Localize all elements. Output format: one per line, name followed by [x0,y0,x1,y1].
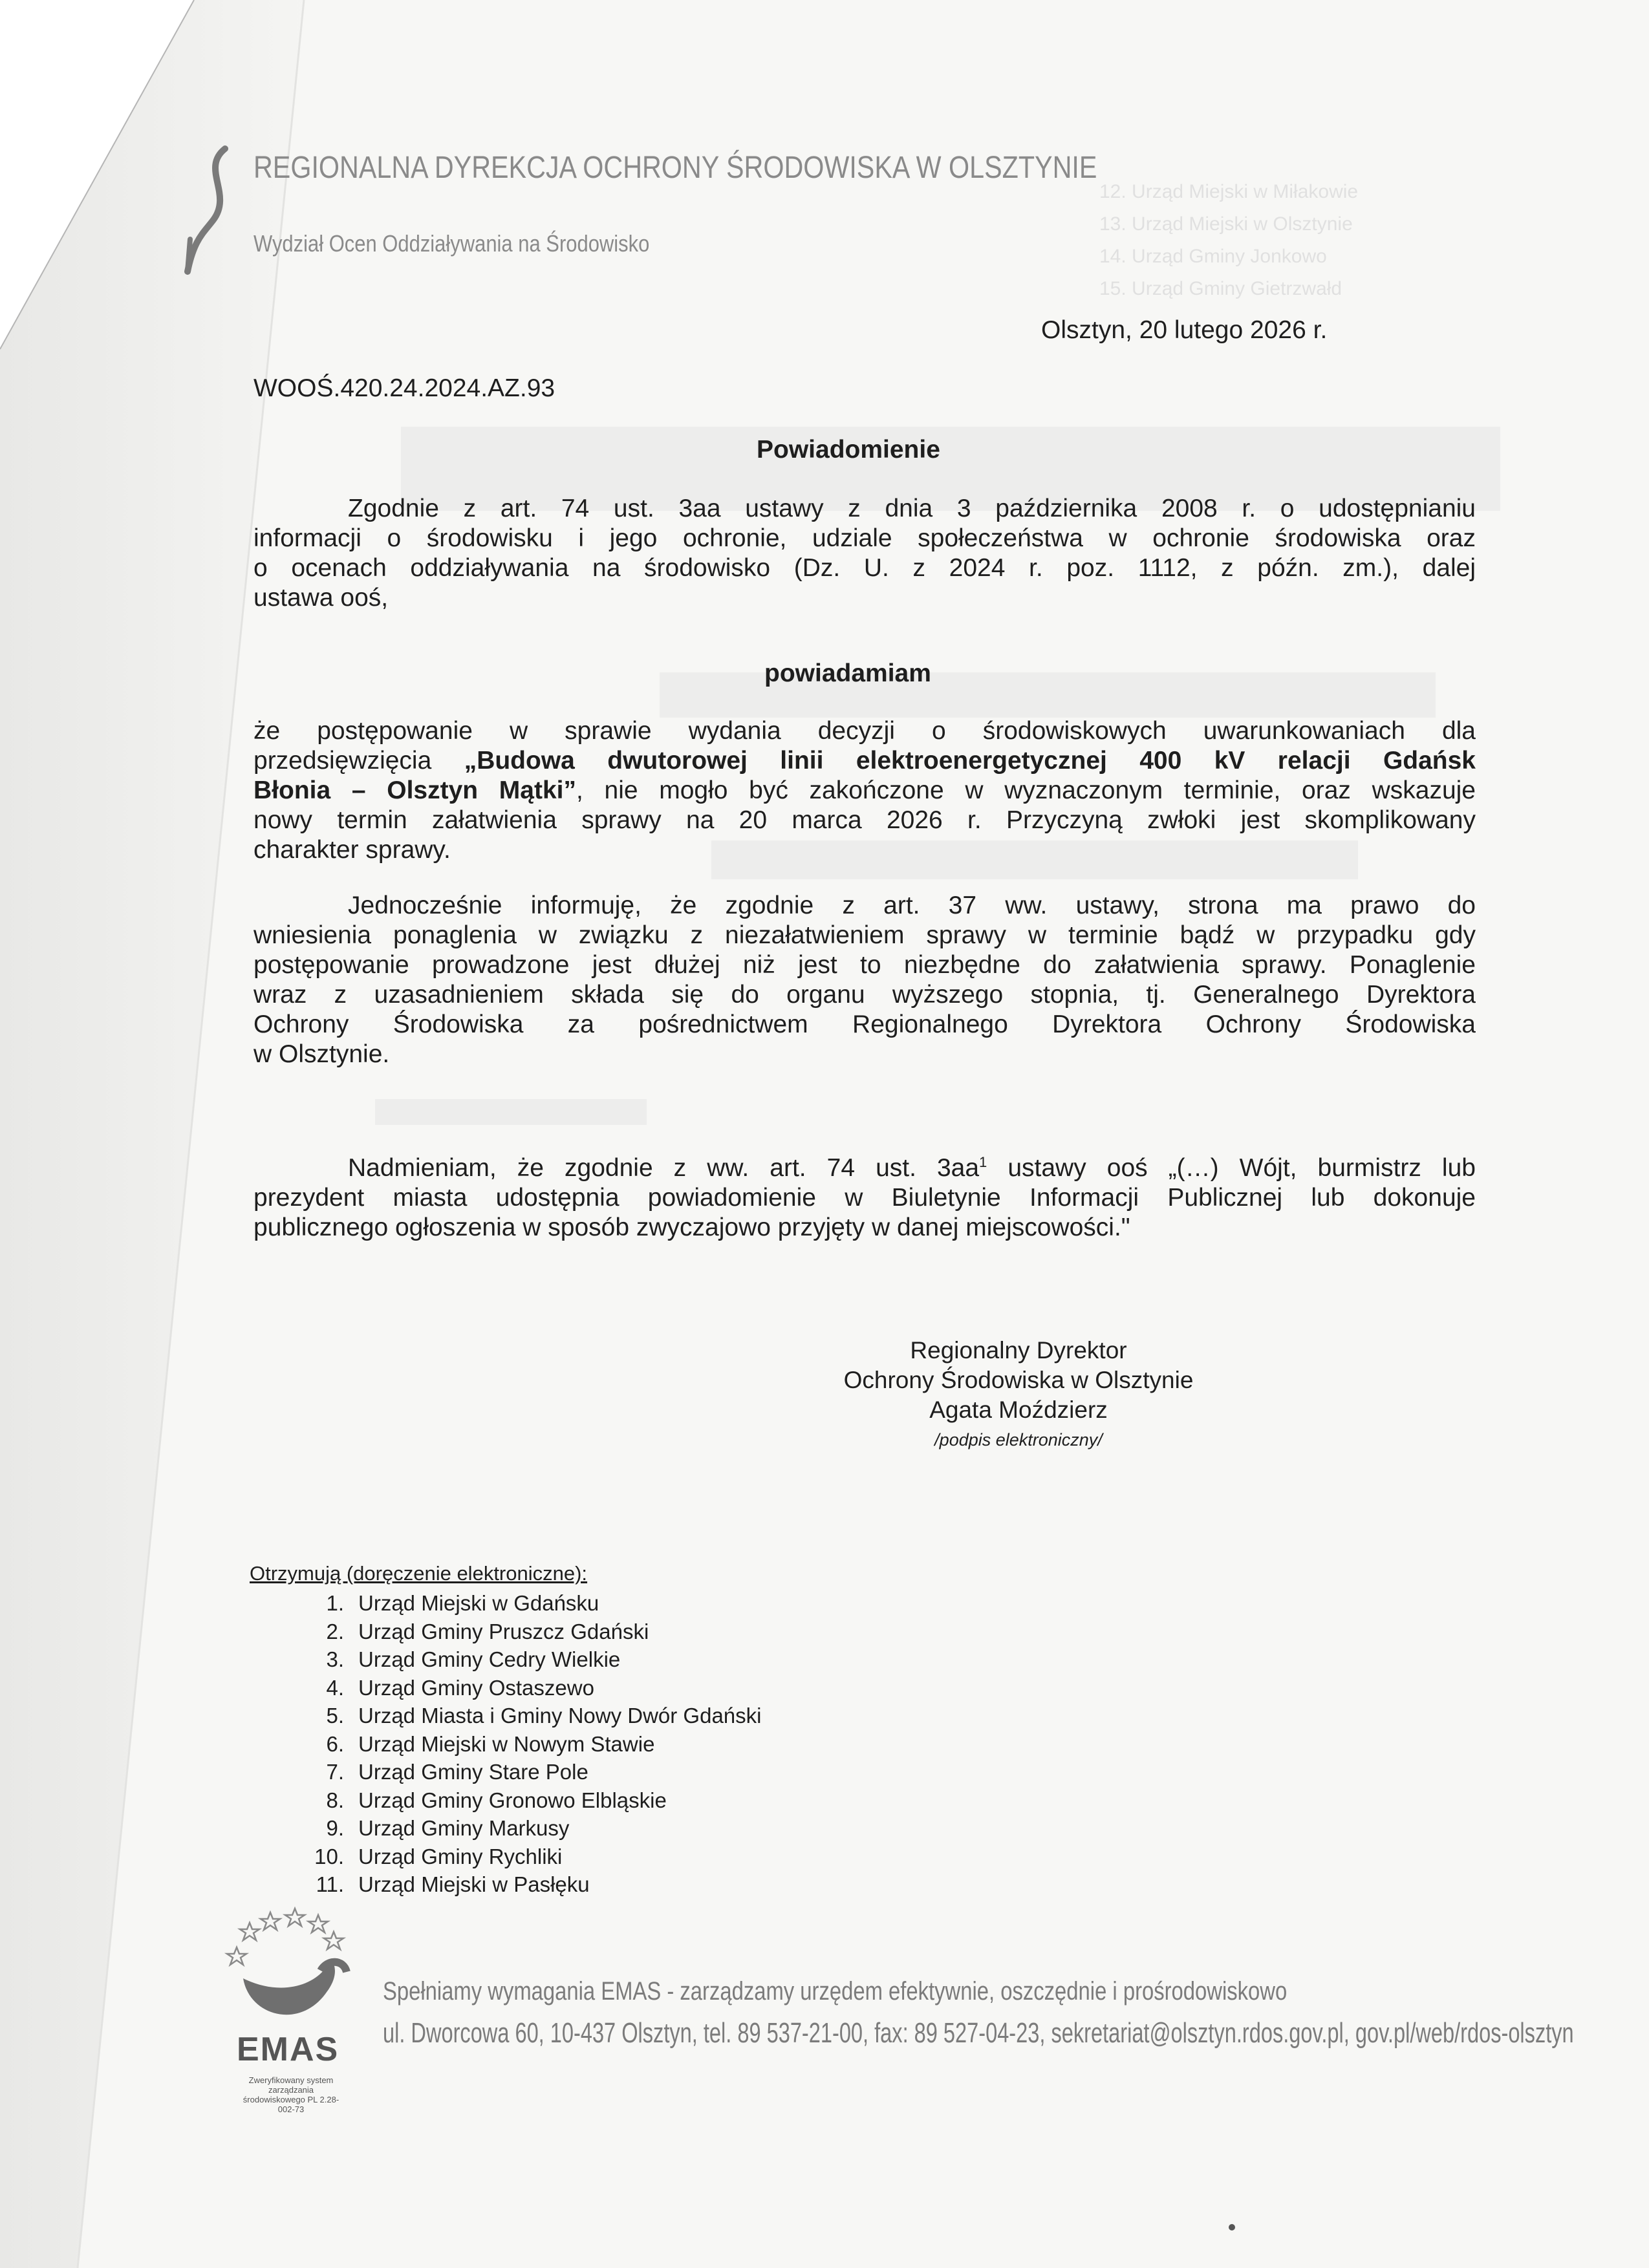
recipient-number: 8. [326,1788,344,1812]
document-title: Powiadomienie [757,436,940,464]
recipient-item [272,1618,762,1646]
main-line: charakter sprawy. [253,836,451,864]
project-name-end: Błonia – Olsztyn Mątki” [253,776,576,804]
institution-name: REGIONALNA DYREKCJA OCHRONY ŚRODOWISKA W OLSZTYNIE [253,151,1097,185]
publication-line: prezydent miasta udostępnia powiadomienie w Biuletynie Informacji Publicznej lub dokonuje [253,1184,1476,1212]
bleed-through-text: 15. Urząd Gminy Gietrzwałd [1099,278,1342,299]
recipient-item [272,1786,762,1815]
scan-speck [1229,2224,1235,2231]
appeal-paragraph [253,891,1476,1069]
intro-line: o ocenach oddziaływania na środowisko (Dz. U. z 2024 r. poz. 1112, z późn. zm.), dalej [253,554,1476,582]
appeal-line: w Olsztynie. [253,1040,390,1068]
publication-line: publicznego ogłoszenia w sposób zwyczajowo przyjęty w danej miejscowości." [253,1214,1130,1241]
bleed-through-text: 14. Urząd Gminy Jonkowo [1099,246,1327,267]
project-name: „Budowa dwutorowej linii elektroenergetycznej 400 kV relacji Gdańsk [464,747,1476,775]
recipient-name: Urząd Gminy Ostaszewo [358,1675,594,1700]
recipient-name: Urząd Gminy Markusy [358,1816,570,1840]
recipient-number: 3. [326,1647,344,1671]
recipient-name: Urząd Gminy Cedry Wielkie [358,1647,621,1671]
appeal-line: Ochrony Środowiska za pośrednictwem Regionalnego Dyrektora Ochrony Środowiska [253,1011,1476,1038]
publication-text: Nadmieniam, że zgodnie z ww. art. 74 ust. 3aa [348,1154,980,1182]
emas-caption: Zweryfikowany system zarządzania środowiskowego PL 2.28-002-73 [242,2075,339,2114]
publication-line [253,1153,1476,1183]
recipient-item [272,1814,762,1843]
place-date: Olsztyn, 20 lutego 2026 r. [1041,316,1328,344]
bleed-through-block [375,1099,647,1125]
main-line-text: przedsięwzięcia [253,747,464,775]
publication-text: ustawy ooś „(…) Wójt, burmistrz lub [987,1154,1476,1182]
signature-title: Regionalny Dyrektor [910,1337,1127,1364]
footer-slogan: Spełniamy wymagania EMAS - zarządzamy urzędem efektywnie, oszczędnie i prośrodowiskowo [383,1977,1288,2006]
recipient-number: 2. [326,1619,344,1643]
department-name: Wydział Ocen Oddziaływania na Środowisko [253,230,650,257]
recipient-item [272,1843,762,1871]
bleed-through-text: 12. Urząd Miejski w Miłakowie [1099,181,1359,202]
main-line [253,746,1476,776]
signature-name: Agata Moździerz [929,1396,1108,1423]
recipient-number: 6. [326,1731,344,1756]
signature-note: /podpis elektroniczny/ [934,1430,1103,1450]
recipient-name: Urząd Miejski w Gdańsku [358,1591,599,1615]
recipient-number: 4. [326,1675,344,1700]
publication-paragraph [253,1153,1476,1243]
appeal-line: postępowanie prowadzone jest dłużej niż jest to niezbędne do załatwienia sprawy. Ponaglenie [253,951,1476,979]
intro-line: ustawa ooś, [253,584,389,612]
emas-label: EMAS [237,2031,339,2068]
recipient-number: 9. [326,1816,344,1840]
main-line [253,776,1476,806]
intro-line: Zgodnie z art. 74 ust. 3aa ustawy z dnia 3 października 2008 r. o udostępnianiu [348,495,1476,522]
footnote-marker: 1 [979,1154,987,1170]
recipient-item [272,1702,762,1730]
recipient-item [272,1589,762,1618]
appeal-line: wniesienia ponaglenia w związku z niezałatwieniem sprawy w terminie bądź w przypadku gdy [253,921,1476,949]
notify-word: powiadamiam [764,659,931,687]
recipient-item [272,1758,762,1786]
intro-line: informacji o środowisku i jego ochronie, udziale społeczeństwa w ochronie środowiska oraz [253,524,1476,552]
recipient-number: 11. [316,1872,344,1896]
recipient-name: Urząd Miejski w Nowym Stawie [358,1731,655,1756]
recipient-number: 7. [326,1760,344,1784]
signature-block [824,1336,1212,1455]
rdos-logo-icon [175,142,246,284]
signature-office: Ochrony Środowiska w Olsztynie [843,1367,1194,1393]
recipient-name: Urząd Gminy Gronowo Elbląskie [358,1788,667,1812]
recipient-item [272,1730,762,1759]
recipient-item [272,1674,762,1702]
bleed-through-text: 13. Urząd Miejski w Olsztynie [1099,213,1353,235]
main-line: nowy termin załatwienia sprawy na 20 marca 2026 r. Przyczyną zwłoki jest skomplikowany [253,806,1476,834]
recipient-number: 5. [326,1704,344,1728]
main-line: że postępowanie w sprawie wydania decyzji o środowiskowych uwarunkowaniach dla [253,717,1476,745]
appeal-line: wraz z uzasadnieniem składa się do organu wyższego stopnia, tj. Generalnego Dyrektora [253,981,1476,1009]
recipient-item [272,1645,762,1674]
footer-address: ul. Dworcowa 60, 10-437 Olsztyn, tel. 89 537-21-00, fax: 89 527-04-23, sekretariat@olsztyn.rdos.gov.pl, gov.pl/web/rdos-olsztyn [383,2017,1574,2049]
recipient-name: Urząd Gminy Rychliki [358,1844,563,1868]
recipient-name: Urząd Miasta i Gminy Nowy Dwór Gdański [358,1704,762,1728]
recipients-heading: Otrzymują (doręczenie elektroniczne): [250,1562,588,1585]
main-line-text: , nie mogło być zakończone w wyznaczonym terminie, oraz wskazuje [576,776,1476,804]
main-paragraph [253,716,1476,865]
recipient-number: 10. [314,1844,344,1868]
appeal-line: Jednocześnie informuję, że zgodnie z art. 37 ww. ustawy, strona ma prawo do [348,892,1476,919]
recipient-name: Urząd Gminy Pruszcz Gdański [358,1619,649,1643]
intro-paragraph [253,494,1476,613]
recipient-name: Urząd Miejski w Pasłęku [358,1872,590,1896]
recipients-list [272,1589,762,1899]
recipient-name: Urząd Gminy Stare Pole [358,1760,588,1784]
reference-number: WOOŚ.420.24.2024.AZ.93 [253,374,555,402]
recipient-number: 1. [326,1591,344,1615]
